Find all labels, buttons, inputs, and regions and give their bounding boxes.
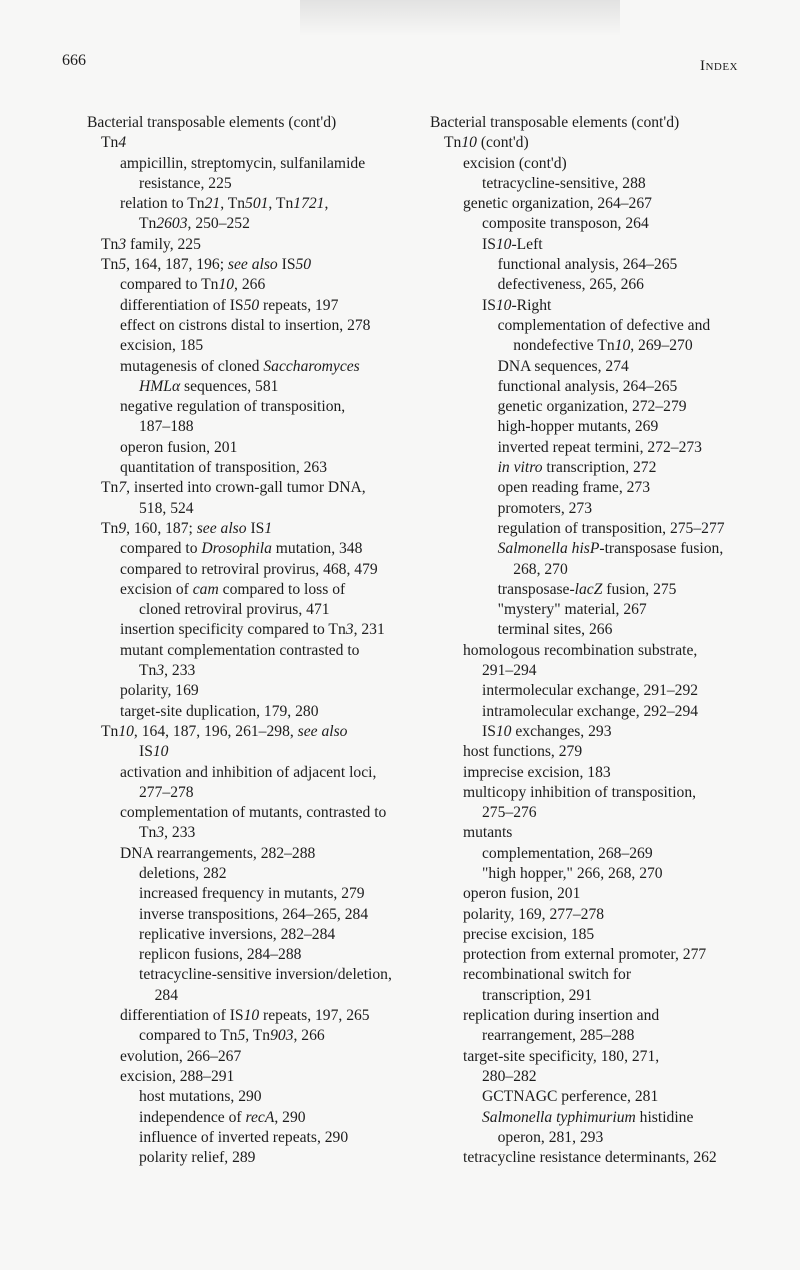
index-entry-line — [430, 275, 770, 295]
index-entry-line — [430, 113, 770, 133]
entry-text: differentiation of IS — [120, 296, 244, 314]
entry-text: , inserted into crown-gall tumor DNA, — [126, 479, 366, 497]
entry-italic-text: in vitro — [497, 459, 543, 477]
index-entry-line — [430, 702, 770, 722]
entry-text: sequences, 581 — [180, 377, 279, 395]
index-entry-line — [430, 336, 770, 356]
index-entry-line — [87, 702, 412, 722]
entry-text: regulation of transposition, 275–277 — [482, 519, 725, 537]
running-head: Index — [699, 58, 738, 74]
entry-text: , 164, 187, 196, 261–298, — [133, 722, 298, 740]
entry-italic-text: 10 — [495, 722, 512, 740]
entry-italic-text: Salmonella typhimurium — [482, 1108, 636, 1126]
entry-text: excision, 185 — [120, 337, 204, 355]
index-entry-line — [87, 154, 412, 174]
entry-text: defectiveness, 265, 266 — [482, 276, 644, 294]
index-entry-line — [87, 844, 412, 864]
entry-italic-text: 10 — [118, 722, 134, 740]
entry-text: quantitation of transposition, 263 — [120, 459, 328, 477]
entry-text: compared to — [120, 540, 202, 558]
entry-text: transcription, 291 — [482, 986, 593, 1004]
entry-text: complementation of mutants, contrasted to — [120, 804, 387, 822]
entry-text: replicon fusions, 284–288 — [139, 946, 302, 964]
entry-text: open reading frame, 273 — [482, 479, 651, 497]
index-entry-line — [430, 986, 770, 1006]
entry-text: multicopy inhibition of transposition, — [463, 783, 697, 801]
index-entry-line — [87, 905, 412, 925]
index-entry-line — [87, 417, 412, 437]
entry-text: Tn — [139, 662, 157, 680]
index-entry-line — [430, 458, 770, 478]
index-entry-line — [87, 1047, 412, 1067]
entry-text: precise excision, 185 — [463, 925, 595, 943]
entry-text: , 266 — [293, 1027, 325, 1045]
entry-text: mutants — [463, 824, 513, 842]
entry-text: tetracycline-sensitive inversion/deletion, — [139, 966, 392, 984]
index-entry-line — [87, 1067, 412, 1087]
entry-italic-text: 10 — [495, 235, 512, 253]
entry-italic-text: 10 — [614, 337, 631, 355]
entry-italic-text: lacZ — [574, 580, 603, 598]
index-entry-line — [87, 986, 412, 1006]
entry-text: , 233 — [164, 662, 196, 680]
entry-text: Tn — [139, 215, 157, 233]
entry-text: repeats, 197 — [259, 296, 339, 314]
index-entry-line — [430, 255, 770, 275]
entry-text: exchanges, 293 — [511, 722, 612, 740]
entry-text: activation and inhibition of adjacent loci, — [120, 763, 377, 781]
entry-text: , 250–252 — [187, 215, 250, 233]
index-entry-line — [87, 580, 412, 600]
index-entry-line — [87, 803, 412, 823]
index-entry-line — [87, 661, 412, 681]
index-entry-line — [430, 1108, 770, 1128]
index-entry-line — [87, 823, 412, 843]
index-entry-line — [430, 742, 770, 762]
index-entry-line — [87, 235, 412, 255]
index-entry-line — [87, 681, 412, 701]
index-entry-line — [430, 499, 770, 519]
entry-text: , Tn — [220, 195, 246, 213]
index-entry-line — [430, 438, 770, 458]
index-entry-line — [87, 1128, 412, 1148]
index-entry-line — [87, 113, 412, 133]
entry-italic-text: 10 — [218, 276, 235, 294]
index-entry-line — [87, 783, 412, 803]
index-entry-line — [430, 844, 770, 864]
entry-text: nondefective Tn — [482, 337, 615, 355]
entry-text: , 160, 187; — [126, 519, 197, 537]
index-entry-line — [87, 214, 412, 234]
entry-text: , Tn — [268, 195, 294, 213]
entry-text: imprecise excision, 183 — [463, 763, 611, 781]
entry-text: promoters, 273 — [482, 499, 593, 517]
entry-text: mutagenesis of cloned — [120, 357, 264, 375]
index-entry-line — [430, 722, 770, 742]
entry-italic-text: 9 — [118, 519, 127, 537]
entry-text: Tn — [101, 256, 119, 274]
entry-text: target-site specificity, 180, 271, — [463, 1047, 660, 1065]
index-entry-line — [430, 600, 770, 620]
index-entry-line — [430, 214, 770, 234]
entry-text: , 269–270 — [630, 337, 693, 355]
index-entry-line — [430, 478, 770, 498]
index-entry-line — [87, 316, 412, 336]
entry-text: 187–188 — [139, 418, 194, 436]
entry-text: influence of inverted repeats, 290 — [139, 1128, 349, 1146]
entry-text: relation to Tn — [120, 195, 205, 213]
entry-text: , Tn — [245, 1027, 271, 1045]
index-entry-line — [87, 742, 412, 762]
index-entry-line — [87, 884, 412, 904]
entry-text: , 231 — [353, 621, 385, 639]
entry-italic-text: Salmonella hisP — [497, 540, 600, 558]
entry-text: (cont'd) — [476, 134, 529, 152]
entry-text: , 290 — [274, 1108, 306, 1126]
entry-text: rearrangement, 285–288 — [482, 1027, 635, 1045]
index-entry-line — [87, 560, 412, 580]
entry-text: operon fusion, 201 — [463, 885, 581, 903]
entry-text: inverse transpositions, 264–265, 284 — [139, 905, 369, 923]
index-entry-line — [430, 1148, 770, 1168]
entry-text: , 266 — [234, 276, 266, 294]
index-entry-line — [87, 438, 412, 458]
index-entry-line — [430, 1087, 770, 1107]
entry-text: Tn — [101, 134, 119, 152]
index-entry-line — [87, 133, 412, 153]
entry-italic-text: 7 — [118, 479, 127, 497]
index-entry-line — [430, 235, 770, 255]
index-entry-line — [430, 316, 770, 336]
entry-text — [482, 540, 498, 557]
entry-text: histidine — [635, 1108, 694, 1126]
entry-italic-text: 1 — [264, 519, 273, 537]
index-entry-line — [430, 1067, 770, 1087]
index-entry-line — [430, 620, 770, 640]
entry-text: "mystery" material, 267 — [482, 601, 647, 619]
entry-text: Bacterial transposable elements (cont'd) — [430, 114, 680, 131]
index-entry-line — [430, 133, 770, 153]
index-entry-line — [430, 965, 770, 985]
entry-text: 268, 270 — [482, 560, 568, 578]
index-entry-line — [87, 763, 412, 783]
entry-text: IS — [482, 296, 496, 314]
entry-text: operon fusion, 201 — [120, 438, 238, 456]
entry-text: IS — [246, 519, 265, 537]
entry-text: transposase- — [482, 580, 575, 598]
index-entry-line — [87, 539, 412, 559]
entry-text: mutation, 348 — [271, 540, 363, 558]
index-entry-line — [87, 519, 412, 539]
index-entry-line — [430, 681, 770, 701]
entry-text: polarity, 169 — [120, 682, 199, 700]
entry-italic-text: 5 — [118, 256, 127, 274]
entry-text: Tn — [101, 722, 119, 740]
entry-text: -Left — [511, 235, 543, 253]
entry-text: inverted repeat termini, 272–273 — [482, 438, 702, 456]
entry-italic-text: see also — [227, 256, 278, 274]
entry-italic-text: 4 — [118, 134, 127, 152]
entry-text: DNA sequences, 274 — [482, 357, 629, 375]
entry-text: functional analysis, 264–265 — [482, 256, 678, 274]
index-entry-line — [430, 661, 770, 681]
index-entry-line — [87, 1006, 412, 1026]
index-entry-line — [430, 864, 770, 884]
entry-text: repeats, 197, 265 — [259, 1007, 370, 1025]
index-entry-line — [87, 600, 412, 620]
entry-text: DNA rearrangements, 282–288 — [120, 844, 316, 862]
entry-text: polarity relief, 289 — [139, 1149, 256, 1167]
index-entry-line — [87, 1148, 412, 1168]
entry-text: high-hopper mutants, 269 — [482, 418, 659, 436]
index-entry-line — [87, 499, 412, 519]
index-entry-line — [430, 1006, 770, 1026]
index-entry-line — [87, 620, 412, 640]
entry-italic-text: 3 — [156, 824, 165, 842]
entry-text: protection from external promoter, 277 — [463, 946, 707, 964]
entry-text: IS — [139, 743, 153, 761]
entry-text: replication during insertion and — [463, 1007, 660, 1025]
entry-text: genetic organization, 264–267 — [463, 195, 652, 213]
index-entry-line — [87, 925, 412, 945]
index-entry-line — [87, 194, 412, 214]
entry-text: complementation of defective and — [482, 316, 711, 334]
entry-italic-text: 10 — [243, 1007, 260, 1025]
entry-italic-text: 1721 — [293, 195, 325, 213]
index-entry-line — [87, 1026, 412, 1046]
entry-text: negative regulation of transposition, — [120, 398, 346, 416]
entry-italic-text: recA — [245, 1108, 275, 1126]
index-entry-line — [87, 641, 412, 661]
entry-italic-text: 501 — [245, 195, 269, 213]
index-entry-line — [87, 945, 412, 965]
index-entry-line — [430, 1128, 770, 1148]
entry-text: Tn — [444, 134, 462, 152]
entry-text: Bacterial transposable elements (cont'd) — [87, 114, 337, 131]
entry-text: -Right — [511, 296, 552, 314]
index-entry-line — [430, 154, 770, 174]
entry-italic-text: α — [171, 377, 181, 395]
entry-text: composite transposon, 264 — [482, 215, 649, 233]
entry-italic-text: 3 — [345, 621, 354, 639]
index-entry-line — [430, 377, 770, 397]
index-entry-line — [87, 864, 412, 884]
entry-italic-text: 50 — [295, 256, 312, 274]
entry-text: compared to Tn — [139, 1027, 238, 1045]
entry-text: compared to Tn — [120, 276, 219, 294]
entry-text: host functions, 279 — [463, 743, 583, 761]
entry-text: transcription, 272 — [542, 459, 657, 477]
index-entry-line — [430, 925, 770, 945]
entry-text: compared to loss of — [218, 580, 346, 598]
entry-text: resistance, 225 — [139, 174, 232, 192]
entry-text: ampicillin, streptomycin, sulfanilamide — [120, 154, 366, 172]
entry-text: 291–294 — [482, 662, 537, 680]
entry-text: 275–276 — [482, 804, 537, 822]
index-entry-line — [87, 377, 412, 397]
entry-text: target-site duplication, 179, 280 — [120, 702, 319, 720]
entry-text: , — [324, 195, 329, 213]
entry-text: IS — [277, 256, 296, 274]
index-entry-line — [430, 194, 770, 214]
entry-text: 284 — [139, 986, 178, 1004]
entry-text: intramolecular exchange, 292–294 — [482, 702, 699, 720]
index-entry-line — [87, 275, 412, 295]
entry-text: fusion, 275 — [602, 580, 677, 598]
entry-italic-text: HML — [139, 377, 172, 395]
entry-italic-text: 10 — [495, 296, 512, 314]
index-entry-line — [87, 478, 412, 498]
entry-text: Tn — [101, 479, 119, 497]
entry-italic-text: see also — [297, 722, 348, 740]
entry-text: Tn — [101, 519, 119, 537]
index-entry-line — [430, 296, 770, 316]
entry-text: complementation, 268–269 — [482, 844, 653, 862]
index-entry-line — [430, 560, 770, 580]
index-entry-line — [430, 1026, 770, 1046]
entry-italic-text: cam — [192, 580, 219, 598]
index-entry-line — [430, 763, 770, 783]
entry-text: replicative inversions, 282–284 — [139, 925, 336, 943]
index-entry-line — [430, 945, 770, 965]
entry-text: -transposase fusion, — [599, 540, 724, 558]
entry-text: host mutations, 290 — [139, 1088, 262, 1106]
index-entry-line — [87, 965, 412, 985]
index-entry-line — [430, 641, 770, 661]
entry-italic-text: 3 — [156, 662, 165, 680]
entry-italic-text: 3 — [118, 235, 127, 253]
page-number: 666 — [62, 52, 86, 69]
entry-text: intermolecular exchange, 291–292 — [482, 682, 699, 700]
entry-italic-text: 21 — [204, 195, 221, 213]
entry-text: independence of — [139, 1108, 246, 1126]
index-column-left — [87, 113, 412, 1168]
entry-text: , 164, 187, 196; — [126, 256, 228, 274]
index-entry-line — [87, 1108, 412, 1128]
index-entry-line — [430, 539, 770, 559]
index-entry-line — [87, 458, 412, 478]
index-entry-line — [87, 1087, 412, 1107]
entry-italic-text: Saccharomyces — [263, 357, 360, 375]
entry-text: recombinational switch for — [463, 966, 632, 984]
entry-text: increased frequency in mutants, 279 — [139, 885, 365, 903]
entry-text: excision of — [120, 580, 193, 598]
entry-text: operon, 281, 293 — [482, 1128, 604, 1146]
index-entry-line — [87, 255, 412, 275]
entry-italic-text: 50 — [243, 296, 260, 314]
index-entry-line — [87, 174, 412, 194]
entry-text: insertion specificity compared to Tn — [120, 621, 346, 639]
entry-text: deletions, 282 — [139, 864, 227, 882]
entry-text — [482, 459, 498, 476]
entry-text: tetracycline resistance determinants, 262 — [463, 1149, 717, 1167]
entry-text: cloned retroviral provirus, 471 — [139, 601, 330, 619]
index-entry-line — [430, 580, 770, 600]
entry-text: homologous recombination substrate, — [463, 641, 698, 659]
index-entry-line — [430, 417, 770, 437]
entry-text: compared to retroviral provirus, 468, 479 — [120, 560, 378, 578]
index-entry-line — [430, 397, 770, 417]
entry-italic-text: 5 — [237, 1027, 246, 1045]
entry-text: genetic organization, 272–279 — [482, 398, 687, 416]
entry-text: "high hopper," 266, 268, 270 — [482, 864, 663, 882]
index-entry-line — [430, 884, 770, 904]
scan-shadow — [300, 0, 620, 36]
entry-italic-text: 10 — [152, 743, 169, 761]
entry-italic-text: 2603 — [156, 215, 188, 233]
entry-text: , 233 — [164, 824, 196, 842]
index-entry-line — [87, 397, 412, 417]
index-entry-line — [87, 296, 412, 316]
entry-text: IS — [482, 235, 496, 253]
index-entry-line — [430, 357, 770, 377]
entry-italic-text: Drosophila — [201, 540, 272, 558]
entry-text: 280–282 — [482, 1067, 537, 1085]
entry-text: differentiation of IS — [120, 1007, 244, 1025]
entry-text: effect on cistrons distal to insertion, 278 — [120, 316, 371, 334]
entry-text: mutant complementation contrasted to — [120, 641, 360, 659]
index-entry-line — [87, 336, 412, 356]
entry-italic-text: 903 — [270, 1027, 294, 1045]
index-entry-line — [87, 722, 412, 742]
entry-text: Tn — [139, 824, 157, 842]
entry-text: IS — [482, 722, 496, 740]
entry-text: excision (cont'd) — [463, 154, 567, 172]
index-entry-line — [430, 519, 770, 539]
index-entry-line — [430, 174, 770, 194]
entry-italic-text: 10 — [461, 134, 477, 152]
entry-text: evolution, 266–267 — [120, 1047, 242, 1065]
entry-text: 518, 524 — [139, 499, 194, 517]
index-entry-line — [87, 357, 412, 377]
entry-text: terminal sites, 266 — [482, 621, 613, 639]
entry-text: Tn — [101, 235, 119, 253]
index-entry-line — [430, 823, 770, 843]
index-entry-line — [430, 1047, 770, 1067]
entry-text: tetracycline-sensitive, 288 — [482, 174, 646, 192]
index-entry-line — [430, 905, 770, 925]
entry-text: functional analysis, 264–265 — [482, 377, 678, 395]
index-entry-line — [430, 803, 770, 823]
entry-text: 277–278 — [139, 783, 194, 801]
entry-text: GCTNAGC perference, 281 — [482, 1088, 659, 1106]
entry-text: excision, 288–291 — [120, 1067, 235, 1085]
index-column-right — [430, 113, 770, 1168]
index-entry-line — [430, 783, 770, 803]
entry-text: family, 225 — [126, 235, 201, 253]
entry-italic-text: see also — [196, 519, 247, 537]
entry-text: polarity, 169, 277–278 — [463, 905, 605, 923]
